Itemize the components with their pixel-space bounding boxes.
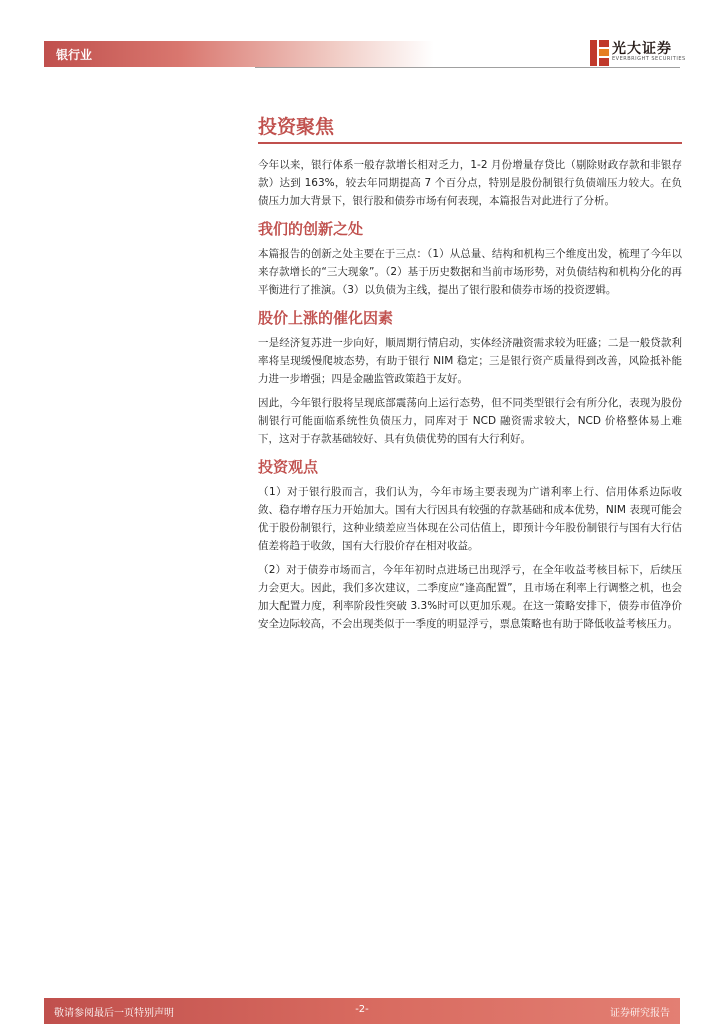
logo-subtext: EVERBRIGHT SECURITIES bbox=[612, 56, 686, 62]
section-paragraph: 本篇报告的创新之处主要在于三点：（1）从总量、结构和机构三个维度出发，梳理了今年以来存款增长的“三大现象”。（2）基于历史数据和当前市场形势，对负债结构和机构分化的再平衡进行了推演。（3）以负债为主线，提出了银行股和债券市场的投资逻辑。 bbox=[258, 248, 682, 296]
disclaimer-note: 敬请参阅最后一页特别声明 bbox=[54, 1008, 174, 1019]
main-content bbox=[258, 112, 682, 639]
report-type: 证券研究报告 bbox=[610, 1008, 670, 1019]
page-title: 投资聚焦 bbox=[258, 112, 682, 144]
section-paragraph: （2）对于债券市场而言，今年年初时点进场已出现浮亏，在全年收益考核目标下，后续压力会更大。因此，我们多次建议，二季度应“逢高配置”，且市场在利率上行调整之机，也会加大配置力度，利率阶段性突破 3.3%时可以更加乐观。在这一策略安排下，债券市值净价安全边际较高，不会出现类似于一季度的明显浮亏，票息策略也有助于降低收益考核压力。 bbox=[258, 564, 682, 630]
industry-label: 银行业 bbox=[56, 48, 93, 62]
logo-text: 光大证券 bbox=[612, 41, 672, 57]
section-paragraph: 因此，今年银行股将呈现底部震荡向上运行态势，但不同类型银行会有所分化，表现为股份制银行可能面临系统性负债压力，同库对于 NCD 融资需求较大，NCD 价格整体易上难下，这对于存款基础较好、具有负债优势的国有大行利好。 bbox=[258, 397, 682, 445]
section-paragraph: 一是经济复苏进一步向好，顺周期行情启动，实体经济融资需求较为旺盛；二是一般贷款利率将呈现缓慢爬坡态势，有助于银行 NIM 稳定；三是银行资产质量得到改善，风险抵补能力进一步增强；四是金融监管政策趋于友好。 bbox=[258, 337, 682, 385]
footer-bar bbox=[44, 998, 680, 1024]
section-paragraph: （1）对于银行股而言，我们认为，今年市场主要表现为广谱利率上行、信用体系边际收敛、稳存增存压力开始加大。国有大行因具有较强的存款基础和成本优势，NIM 表现可能会优于股份制银行，这种业绩差应当体现在公司估值上，即预计今年股份制银行与国有大行估值差将趋于收敛，国有大行股价存在相对收益。 bbox=[258, 486, 682, 552]
intro-paragraph: 今年以来，银行体系一般存款增长相对乏力，1-2 月份增量存贷比（剔除财政存款和非银存款）达到 163%，较去年同期提高 7 个百分点，特别是股份制银行负债端压力较大。在负债压力加大背景下，银行股和债券市场有何表现，本篇报告对此进行了分析。 bbox=[258, 159, 682, 207]
header-bar bbox=[44, 41, 434, 67]
section-heading-innovation: 我们的创新之处 bbox=[258, 220, 364, 238]
page-number: -2- bbox=[355, 1004, 369, 1015]
section-heading-catalysts: 股价上涨的催化因素 bbox=[258, 309, 394, 327]
section-heading-investment-view: 投资观点 bbox=[258, 458, 319, 476]
